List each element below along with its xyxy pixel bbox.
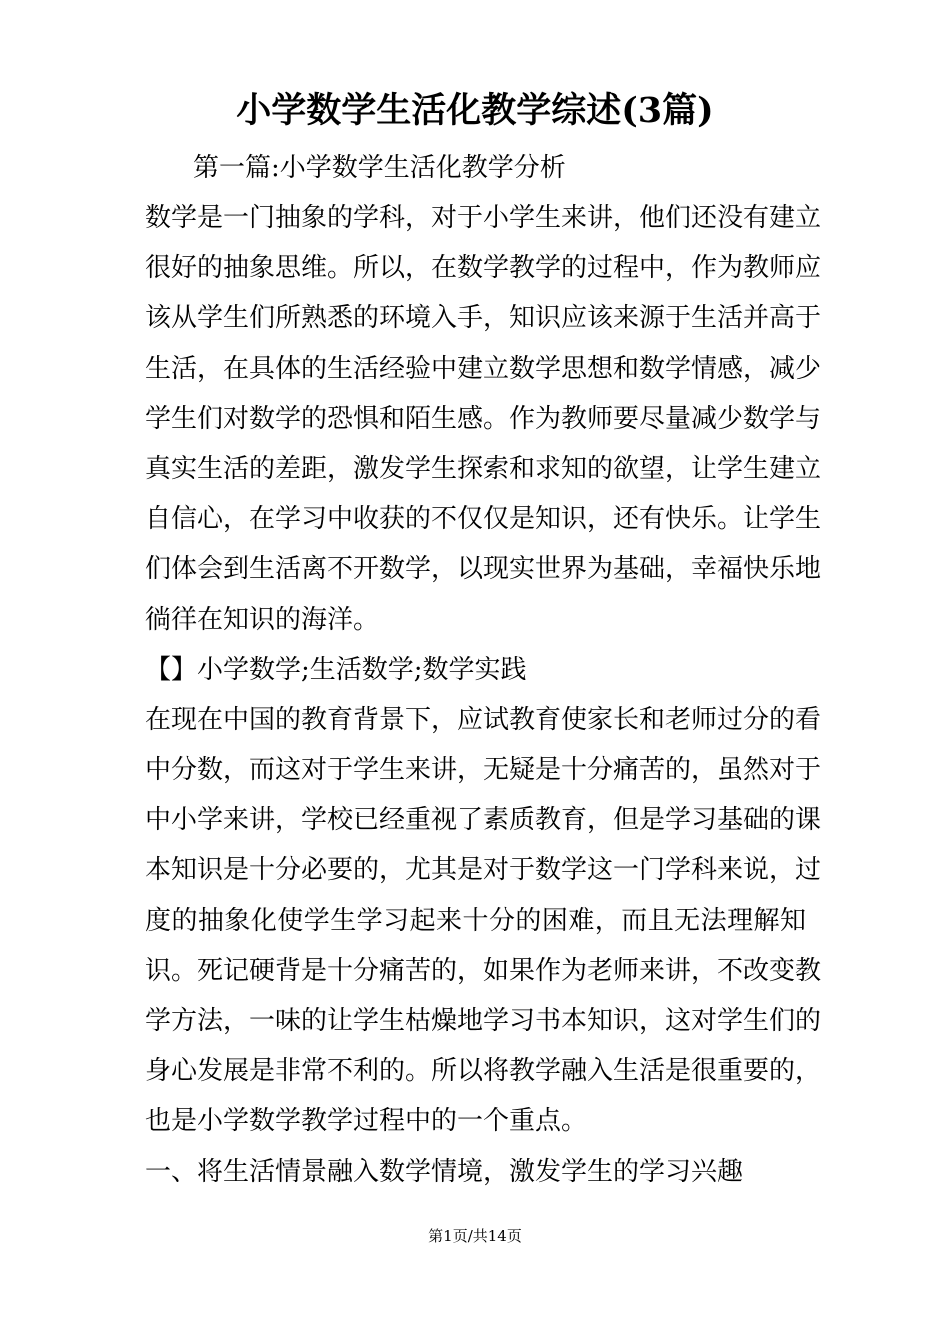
body-line: 【】小学数学;生活数学;数学实践 [145,654,527,685]
page-footer: 第1页/共14页 [428,1227,522,1245]
body-line: 生活，在具体的生活经验中建立数学思想和数学情感，减少 [145,353,822,384]
body-line: 身心发展是非常不利的。所以将教学融入生活是很重要的， [145,1056,822,1087]
body-line: 也是小学数学教学过程中的一个重点。 [145,1106,588,1137]
body-line: 数学是一门抽象的学科，对于小学生来讲，他们还没有建立 [145,203,822,233]
body-line: 学生们对数学的恐惧和陌生感。作为教师要尽量减少数学与 [145,403,822,434]
body-line: 学方法，一味的让学生枯燥地学习书本知识，这对学生们的 [145,1006,822,1036]
body-line: 中分数，而这对于学生来讲，无疑是十分痛苦的，虽然对于 [145,755,822,786]
body-line: 中小学来讲，学校已经重视了素质教育，但是学习基础的课 [145,805,822,836]
body-line: 本知识是十分必要的，尤其是对于数学这一门学科来说，过 [145,855,822,886]
body-line: 徜徉在知识的海洋。 [145,604,380,635]
body-line: 该从学生们所熟悉的环境入手，知识应该来源于生活并高于 [145,303,822,334]
body-line: 一、将生活情景融入数学情境，激发学生的学习兴趣 [145,1156,744,1187]
body-line: 们体会到生活离不开数学，以现实世界为基础，幸福快乐地 [145,554,822,585]
body-line: 在现在中国的教育背景下，应试教育使家长和老师过分的看 [145,704,822,735]
body-line: 自信心，在学习中收获的不仅仅是知识，还有快乐。让学生 [145,504,822,535]
section-heading: 第一篇:小学数学生活化教学分析 [193,153,566,183]
document-title: 小学数学生活化教学综述(3篇) [236,90,714,131]
body-line: 真实生活的差距，激发学生探索和求知的欲望，让学生建立 [145,453,822,484]
body-text [145,200,825,1204]
body-line: 很好的抽象思维。所以，在数学教学的过程中，作为教师应 [145,253,822,284]
body-line: 识。死记硬背是十分痛苦的，如果作为老师来讲，不改变教 [145,955,822,986]
body-line: 度的抽象化使学生学习起来十分的困难，而且无法理解知 [145,905,806,936]
